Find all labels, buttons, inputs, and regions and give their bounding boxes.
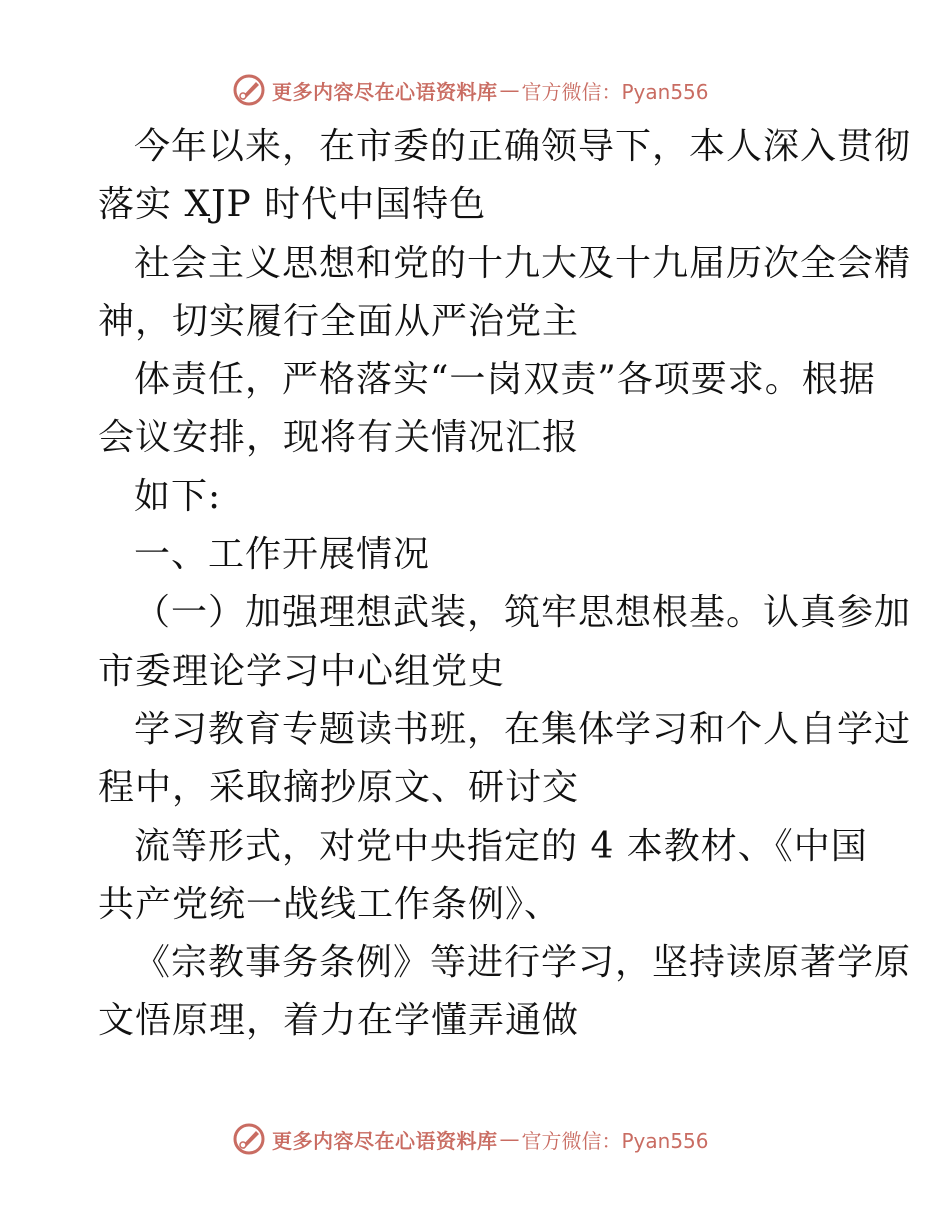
quill-logo-icon (232, 73, 266, 107)
header-watermark (232, 73, 709, 107)
document-body (98, 118, 912, 1051)
text-line: 市委理论学习中心组党史 (98, 650, 506, 692)
footer-watermark (232, 1122, 709, 1156)
text-line: （一）加强理想武装，筑牢思想根基。认真参加 (134, 592, 912, 634)
text-line: 如下: (134, 475, 222, 517)
text-line: 社会主义思想和党的十九大及十九届历次全会精 (134, 242, 912, 284)
text-line: 今年以来，在市委的正确领导下，本人深入贯彻 (134, 126, 912, 167)
text-line: 神，切实履行全面从严治党主 (98, 300, 580, 342)
watermark-brand: 更多内容尽在心语资料库 (272, 79, 498, 104)
text-line: 程中，采取摘抄原文、研讨交 (98, 767, 580, 809)
section-heading: 一、工作开展情况 (134, 534, 431, 576)
text-line: 落实 XJP 时代中国特色 (98, 184, 487, 226)
text-line: 共产党统一战线工作条例》、 (98, 883, 562, 925)
text-line: 流等形式，对党中央指定的 4 本教材、《中国 (134, 825, 868, 867)
watermark-contact: 官方微信：Pyan556 (521, 79, 709, 104)
text-line: 体责任，严格落实“一岗双责”各项要求。根据 (134, 359, 876, 401)
quill-logo-icon (232, 1122, 266, 1156)
text-line: 《宗教事务条例》等进行学习，坚持读原著学原 (134, 942, 912, 984)
watermark-brand: 更多内容尽在心语资料库 (272, 1128, 498, 1153)
watermark-separator: — (499, 1127, 520, 1151)
text-line: 会议安排，现将有关情况汇报 (98, 417, 580, 459)
text-line: 学习教育专题读书班，在集体学习和个人自学过 (134, 708, 912, 750)
watermark-contact: 官方微信：Pyan556 (521, 1128, 709, 1153)
text-line: 文悟原理，着力在学懂弄通做 (98, 1000, 580, 1042)
watermark-separator: — (499, 78, 520, 102)
